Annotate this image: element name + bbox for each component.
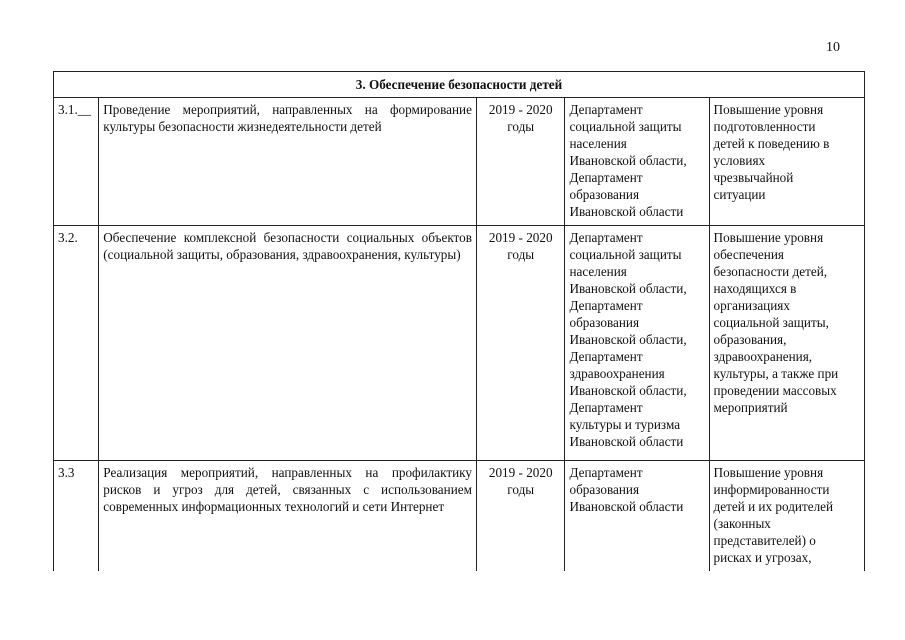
result-cell [709,461,864,572]
executor-line: Департамент [569,102,643,117]
executor-line: Департамент [569,170,643,185]
executor-line: Ивановской области, [569,332,687,347]
executor-line: образования [569,482,640,497]
period-cell [476,98,565,226]
result-line: социальной защиты, [713,315,829,330]
period-unit: годы [507,119,535,134]
executor-line: Ивановской области [569,499,684,514]
executor-line: социальной защиты [569,119,682,134]
period-cell [476,226,565,461]
table-row [54,461,865,572]
result-line: (законных [713,516,771,531]
row-number: 3.3 [54,461,99,572]
result-line: образования, [713,332,787,347]
result-line: детей к поведению в [713,136,830,151]
page-number: 10 [826,40,840,55]
executors-cell [565,226,709,461]
executor-line: Ивановской области [569,204,684,219]
result-line: чрезвычайной [713,170,794,185]
period-years: 2019 - 2020 [488,230,553,245]
result-cell [709,226,864,461]
executor-line: Ивановской области, [569,383,687,398]
measures-table [53,71,865,571]
executor-line: культуры и туризма [569,417,681,432]
executor-line: населения [569,136,627,151]
result-line: рисках и угрозах, [713,550,812,565]
result-line: Повышение уровня [713,465,824,480]
row-number: 3.1.__ [54,98,99,226]
executor-line: Департамент [569,400,643,415]
result-line: здравоохранения, [713,349,813,364]
executor-line: социальной защиты [569,247,682,262]
result-cell [709,98,864,226]
table-row [54,98,865,226]
period-years: 2019 - 2020 [488,102,553,117]
executor-line: образования [569,315,640,330]
result-line: подготовленности [713,119,816,134]
result-line: ситуации [713,187,766,202]
executors-cell [565,461,709,572]
period-unit: годы [507,247,535,262]
section-header-row [54,72,865,98]
executor-line: Ивановской области, [569,281,687,296]
executor-line: Департамент [569,465,643,480]
executor-line: Департамент [569,230,643,245]
result-line: условиях [713,153,766,168]
executor-line: Департамент [569,349,643,364]
event-description: Проведение мероприятий, направленных на формирование культуры безопасности жизнедеятельности детей [99,98,477,226]
result-line: обеспечения [713,247,784,262]
result-line: проведении массовых [713,383,837,398]
executor-line: Департамент [569,298,643,313]
result-line: Повышение уровня [713,230,824,245]
result-line: информированности [713,482,830,497]
table-row [54,226,865,461]
result-line: культуры, а также при [713,366,839,381]
executor-line: здравоохранения [569,366,665,381]
period-unit: годы [507,482,535,497]
executor-line: Ивановской области [569,434,684,449]
period-cell [476,461,565,572]
result-line: безопасности детей, [713,264,828,279]
executor-line: населения [569,264,627,279]
result-line: детей и их родителей [713,499,834,514]
section-title: 3. Обеспечение безопасности детей [54,72,865,98]
result-line: находящихся в [713,281,797,296]
period-years: 2019 - 2020 [488,465,553,480]
executor-line: образования [569,187,640,202]
row-number: 3.2. [54,226,99,461]
executor-line: Ивановской области, [569,153,687,168]
event-description: Обеспечение комплексной безопасности социальных объектов (социальной защиты, образования, здравоохранения, культуры) [99,226,477,461]
result-line: Повышение уровня [713,102,824,117]
result-line: мероприятий [713,400,788,415]
result-line: организациях [713,298,790,313]
executors-cell [565,98,709,226]
result-line: представителей) о [713,533,816,548]
event-description: Реализация мероприятий, направленных на профилактику рисков и угроз для детей, связанных с использованием современных информационных технологий и сети Интернет [99,461,477,572]
